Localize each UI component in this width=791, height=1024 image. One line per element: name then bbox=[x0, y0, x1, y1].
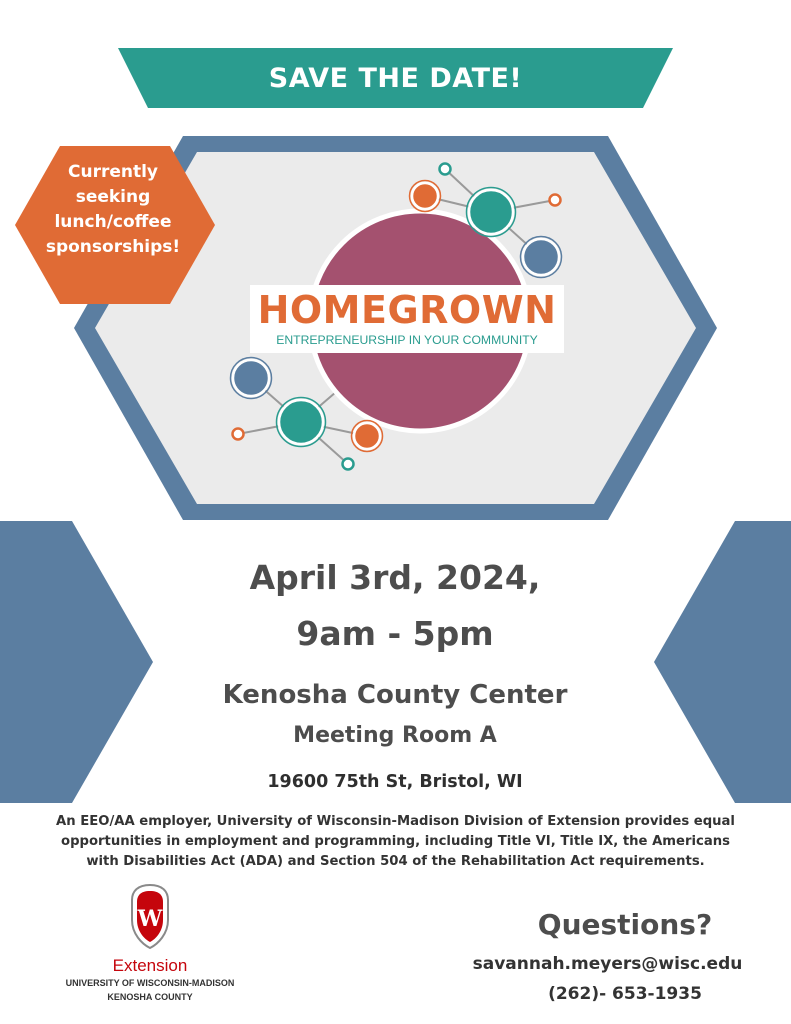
contact-email[interactable]: savannah.meyers@wisc.edu bbox=[472, 954, 743, 974]
node-orange-lower bbox=[354, 423, 380, 449]
sponsorship-notice bbox=[28, 160, 198, 260]
county-name: KENOSHA COUNTY bbox=[107, 992, 193, 1002]
disclaimer-line: with Disabilities Act (ADA) and Section 504 of the Rehabilitation Act requirements. bbox=[86, 854, 705, 869]
uw-crest-icon bbox=[126, 882, 174, 952]
node-orange-small bbox=[550, 195, 561, 206]
node-teal-large bbox=[469, 190, 513, 234]
sponsor-line: sponsorships! bbox=[45, 237, 181, 257]
banner-title: SAVE THE DATE! bbox=[268, 62, 523, 94]
crest-letter: W bbox=[137, 906, 163, 932]
disclaimer-line: An EEO/AA employer, University of Wisconsin-Madison Division of Extension provides equal bbox=[56, 814, 735, 829]
event-address: 19600 75th St, Bristol, WI bbox=[267, 772, 523, 792]
sponsor-line: seeking bbox=[75, 187, 151, 207]
event-date: April 3rd, 2024, bbox=[249, 558, 541, 597]
sponsor-line: Currently bbox=[67, 162, 158, 182]
node-blue bbox=[523, 239, 559, 275]
homegrown-logo-subtitle: ENTREPRENEURSHIP IN YOUR COMMUNITY bbox=[276, 333, 538, 347]
node-teal-large-lower bbox=[279, 400, 323, 444]
node-teal-small bbox=[440, 164, 451, 175]
sponsor-line: lunch/coffee bbox=[54, 212, 172, 232]
event-venue: Kenosha County Center bbox=[222, 680, 568, 710]
node-orange-small-lower bbox=[233, 429, 244, 440]
disclaimer-line: opportunities in employment and programming, including Title VI, Title IX, the Americans bbox=[61, 834, 730, 849]
extension-label: Extension bbox=[112, 956, 188, 975]
node-orange bbox=[412, 183, 438, 209]
university-name: UNIVERSITY OF WISCONSIN-MADISON bbox=[65, 978, 235, 988]
eeo-disclaimer bbox=[8, 812, 783, 872]
questions-heading: Questions? bbox=[537, 908, 713, 941]
event-room: Meeting Room A bbox=[293, 723, 497, 748]
left-side-shape bbox=[0, 521, 153, 803]
homegrown-logo-title: HOMEGROWN bbox=[257, 288, 557, 332]
node-teal-small-lower bbox=[343, 459, 354, 470]
contact-phone[interactable]: (262)- 653-1935 bbox=[548, 984, 702, 1004]
event-time: 9am - 5pm bbox=[296, 614, 494, 653]
right-side-shape bbox=[654, 521, 791, 803]
node-blue-lower bbox=[233, 360, 269, 396]
